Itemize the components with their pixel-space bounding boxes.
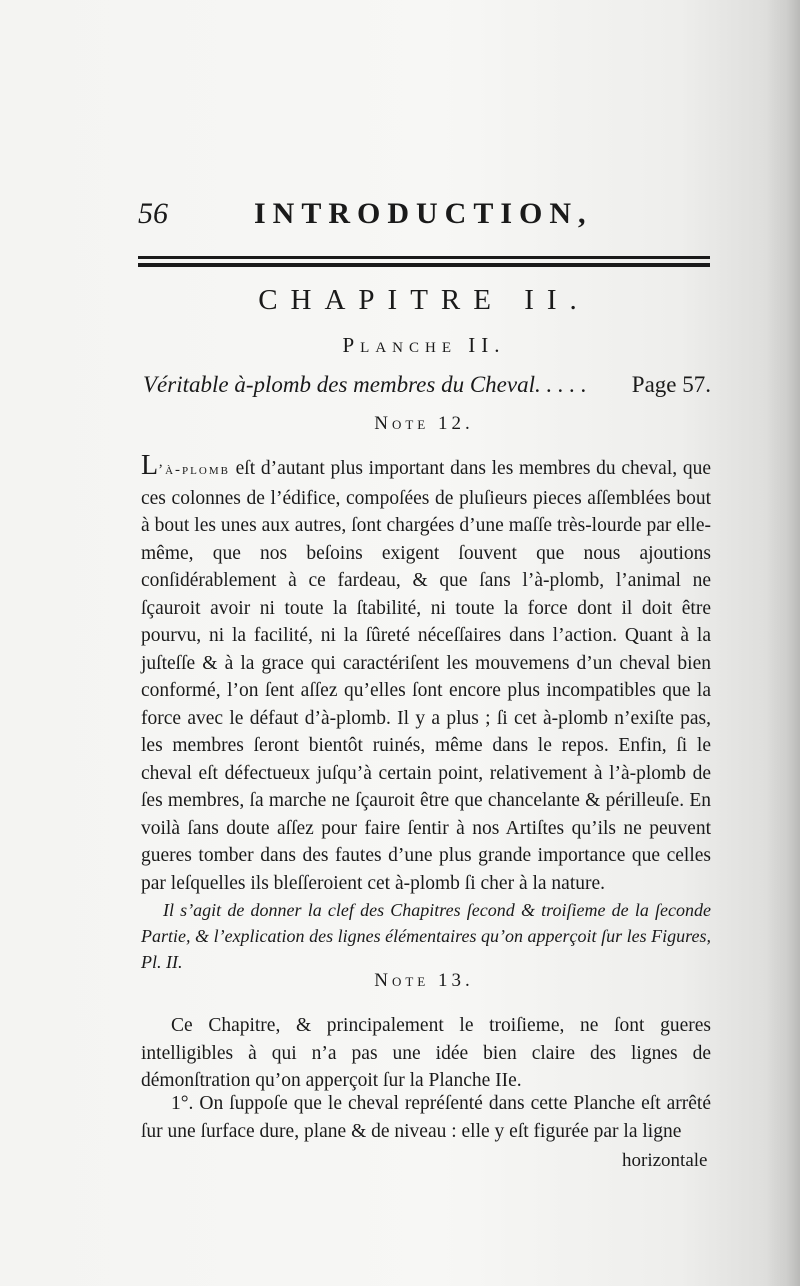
header-rule-thin <box>138 256 710 259</box>
plate-heading <box>143 370 711 400</box>
page-gutter-shadow <box>766 0 800 1286</box>
plate-heading-text: Véritable à-plomb des membres du Cheval. . . . . <box>143 372 587 397</box>
note-13-title: Note 13. <box>374 970 474 991</box>
running-title: INTRODUCTION, <box>254 197 593 230</box>
note-12-title: Note 12. <box>374 413 474 434</box>
plate-heading-page: Page 57. <box>631 372 711 397</box>
lead-words: ’à-plomb <box>158 462 230 478</box>
note-13-item-1: 1°. On ſuppoſe que le cheval repréſenté dans cette Planche eſt arrêté ſur une ſurface dure, plane & de niveau : elle y eſt figurée par la ligne <box>141 1093 711 1142</box>
note-12-italic-paragraph: Il s’agit de donner la clef des Chapitres ſecond & troiſieme de la ſeconde Partie, & l’explication des lignes élémentaires qu’on apperçoit ſur les Figures, Pl. II. <box>141 900 711 972</box>
note-13-paragraph: Ce Chapitre, & principalement le troiſieme, ne ſont gueres intelligibles à qui n’a pas une idée bien claire des lignes de démonſtration qu’on apperçoit ſur la Planche IIe. <box>141 1015 711 1091</box>
catchword: horizontale <box>622 1150 708 1171</box>
note-12-paragraph <box>141 452 711 897</box>
drop-cap: L <box>141 450 159 481</box>
header-rule-thick <box>138 263 710 267</box>
note-12-text: eſt d’autant plus important dans les membres du cheval, que ces colonnes de l’édifice, compoſées de pluſieurs pieces aſſemblées bout à bout les unes aux autres, ſont chargées d’une maſſe très-lourde par elle-même, que nos beſoins exigent ſouvent que nous ajoutions conſidérablement à ce fardeau, & que ſans l’à-plomb, l’animal ne ſçauroit avoir ni toute la ſtabilité, ni toute la force dont il doit être pourvu, ni la facilité, ni la ſûreté néceſſaires dans l’action. Quant à la juſteſſe & à la grace qui caractériſent les mouvemens d’un cheval bien conformé, l’on ſent aſſez qu’elles ſont encore plus incompatibles que la force avec le défaut d’à-plomb. Il y a plus ; ſi cet à-plomb n’exiſte pas, les membres ſeront bientôt ruinés, même dans le repos. Enfin, ſi le cheval eſt défectueux juſqu’à certain point, relativement à l’à-plomb de ſes membres, ſa marche ne ſçauroit être que chancelante & périlleuſe. En voilà ſans doute aſſez pour faire ſentir à nos Artiſtes qu’ils ne peuvent gueres tomber dans des fautes d’une plus grande importance que celles par leſquelles ils bleſſeroient cet à-plomb ſi cher à la nature. <box>141 458 711 894</box>
plate-title: Planche II. <box>342 333 506 357</box>
chapter-title: CHAPITRE II. <box>258 284 590 316</box>
page-number: 56 <box>138 197 168 230</box>
